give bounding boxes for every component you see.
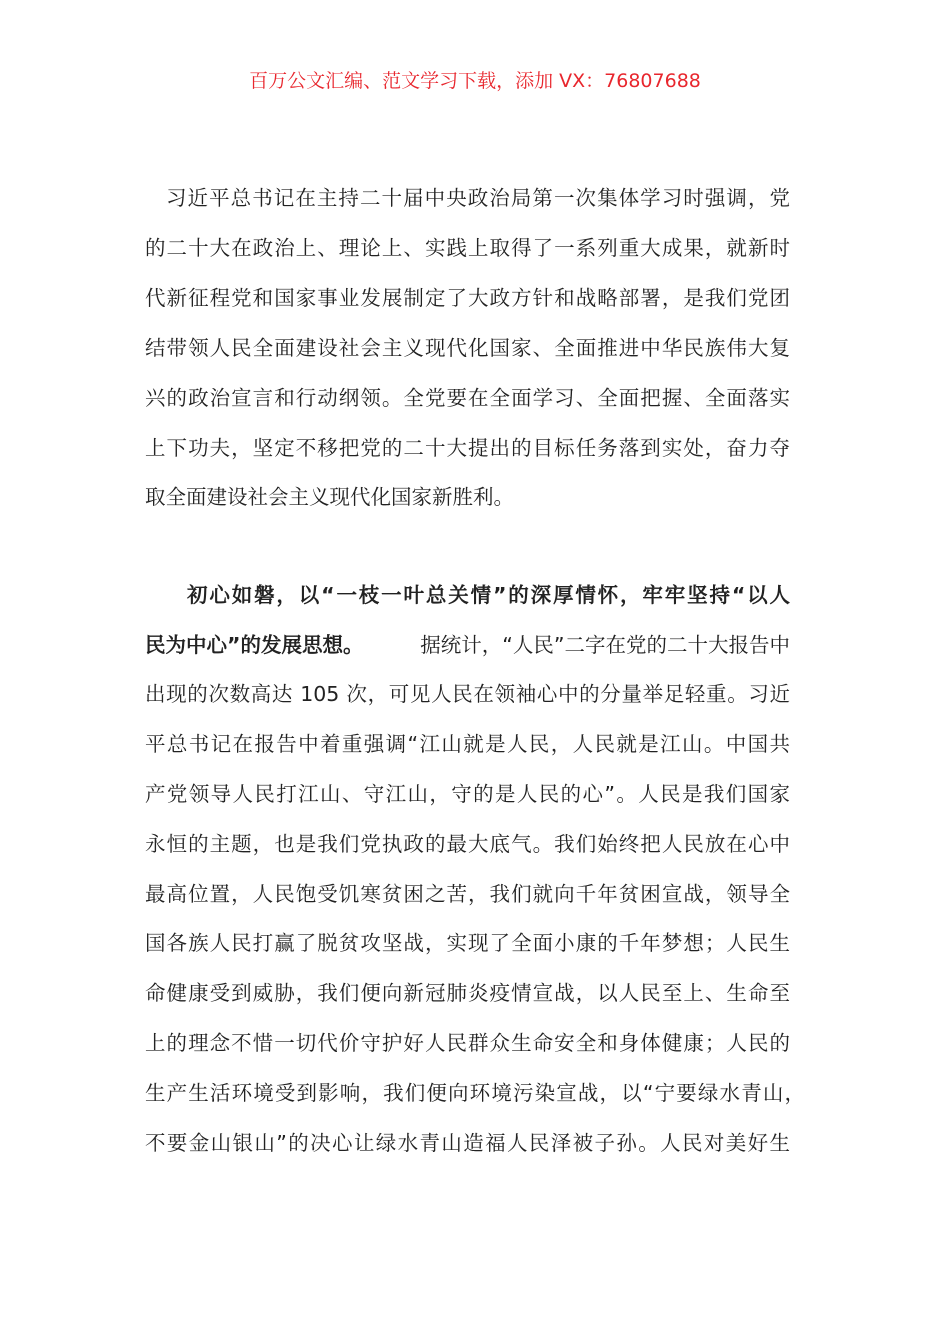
text-line: 上下功夫，坚定不移把党的二十大提出的目标任务落到实处，奋力夺 xyxy=(145,436,790,460)
text-line: 国各族人民打赢了脱贫攻坚战，实现了全面小康的千年梦想；人民生 xyxy=(145,931,790,955)
text-line: 习近平总书记在主持二十届中央政治局第一次集体学习时强调，党 xyxy=(166,186,790,210)
text-line: 兴的政治宣言和行动纲领。全党要在全面学习、全面把握、全面落实 xyxy=(145,386,790,410)
text-line: 生产生活环境受到影响，我们便向环境污染宣战，以“宁要绿水青山， xyxy=(145,1081,805,1105)
text-line: 代新征程党和国家事业发展制定了大政方针和战略部署，是我们党团 xyxy=(145,286,790,310)
watermark-header: 百万公文汇编、范文学习下载，添加 VX：76807688 xyxy=(249,70,701,92)
text-line: 命健康受到威胁，我们便向新冠肺炎疫情宣战，以人民至上、生命至 xyxy=(145,981,790,1005)
text-line xyxy=(145,631,790,659)
text-line: 取全面建设社会主义现代化国家新胜利。 xyxy=(145,485,514,509)
bold-heading-end: 民为中心”的发展思想。 xyxy=(145,633,364,657)
text-line: 出现的次数高达 105 次，可见人民在领袖心中的分量举足轻重。习近 xyxy=(145,682,790,706)
text-line: 结带领人民全面建设社会主义现代化国家、全面推进中华民族伟大复 xyxy=(145,336,790,360)
text-line: 不要金山银山”的决心让绿水青山造福人民泽被子孙。人民对美好生 xyxy=(145,1131,790,1155)
text-segment: 据统计，“人民”二字在党的二十大报告中 xyxy=(420,633,790,657)
text-line: 永恒的主题，也是我们党执政的最大底气。我们始终把人民放在心中 xyxy=(145,832,790,856)
bold-heading-line: 初心如磐，以“一枝一叶总关情”的深厚情怀，牢牢坚持“以人 xyxy=(187,583,790,607)
text-line: 平总书记在报告中着重强调“江山就是人民，人民就是江山。中国共 xyxy=(145,732,790,756)
text-line: 产党领导人民打江山、守江山，守的是人民的心”。人民是我们国家 xyxy=(145,782,790,806)
text-line: 最高位置，人民饱受饥寒贫困之苦，我们就向千年贫困宣战，领导全 xyxy=(145,882,790,906)
text-line: 的二十大在政治上、理论上、实践上取得了一系列重大成果，就新时 xyxy=(145,236,790,260)
text-line: 上的理念不惜一切代价守护好人民群众生命安全和身体健康；人民的 xyxy=(145,1031,790,1055)
